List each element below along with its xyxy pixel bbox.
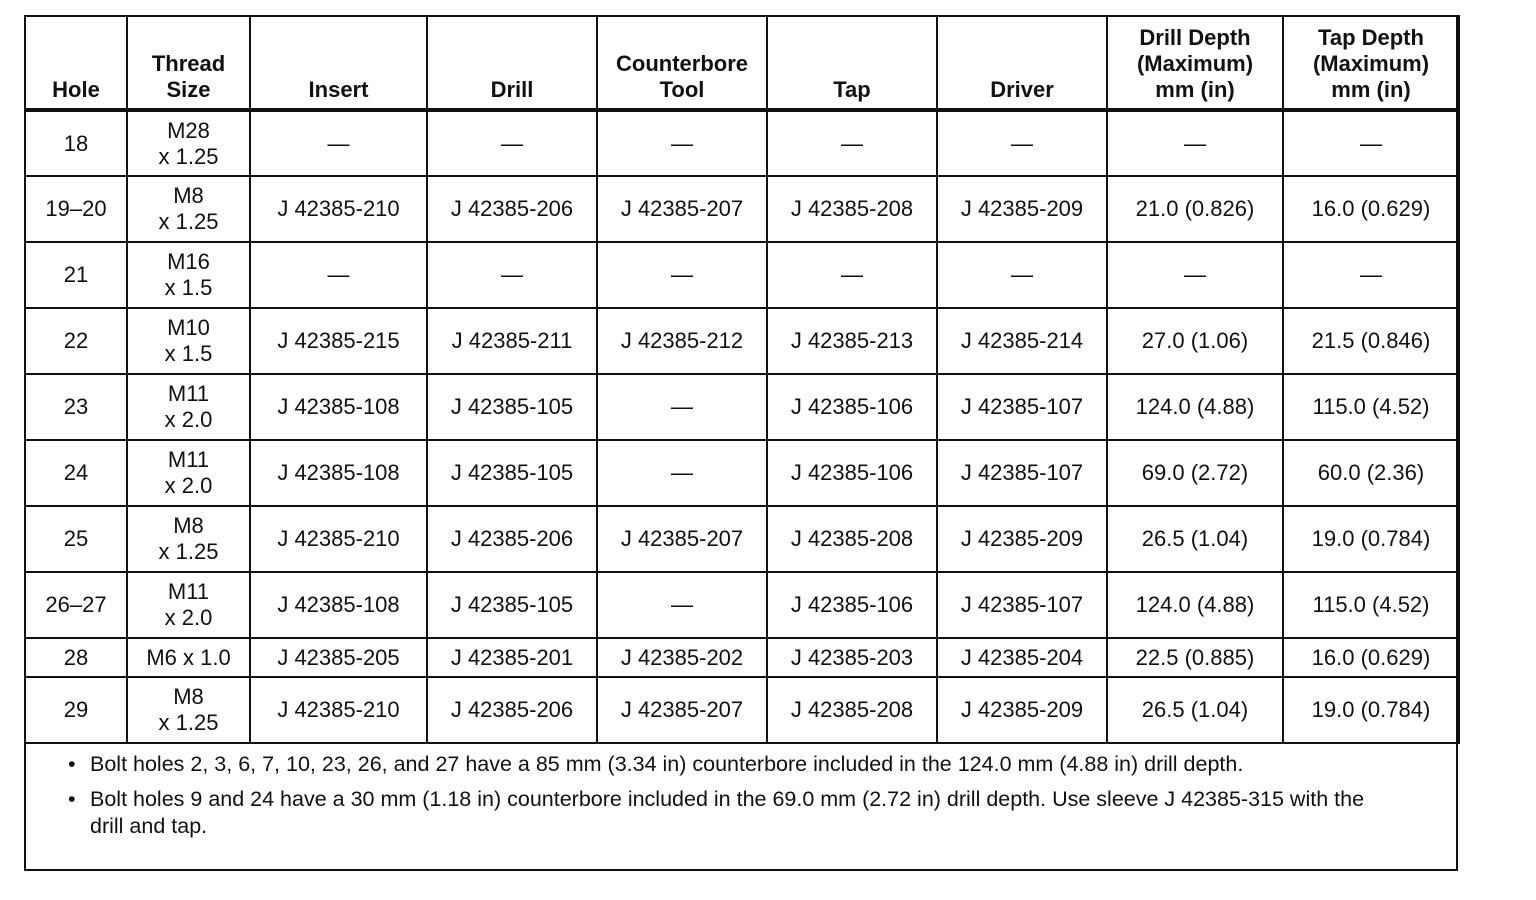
tap-cell: J 42385-106 [767,374,937,440]
tap-cell: J 42385-203 [767,638,937,677]
thread-size-line: x 1.25 [158,710,219,735]
thread-size-cell [127,677,250,743]
tap-cell: J 42385-213 [767,308,937,374]
header-tap: Tap [767,16,937,110]
header-line: Size [166,77,211,102]
header-driver: Driver [937,16,1107,110]
header-line: Tool [659,77,705,102]
tap-cell: J 42385-208 [767,176,937,242]
table-row [25,242,1459,308]
counterbore-cell: — [597,572,767,638]
thread-size-line: M8 [173,183,204,208]
header-line: mm (in) [1331,77,1411,102]
tap-depth-cell: 19.0 (0.784) [1283,506,1459,572]
insert-cell: — [250,242,427,308]
tap-cell: J 42385-106 [767,440,937,506]
header-hole: Hole [25,16,127,110]
thread-size-cell [127,176,250,242]
drill-depth-cell: 26.5 (1.04) [1107,677,1283,743]
insert-cell: J 42385-215 [250,308,427,374]
hole-cell: 23 [25,374,127,440]
header-line: (Maximum) [1136,51,1254,76]
driver-cell: J 42385-204 [937,638,1107,677]
drill-depth-cell: 124.0 (4.88) [1107,374,1283,440]
note-item [68,751,1380,778]
header-drill: Drill [427,16,597,110]
drill-depth-cell: 27.0 (1.06) [1107,308,1283,374]
hole-cell: 18 [25,110,127,176]
driver-cell: — [937,242,1107,308]
table-row [25,308,1459,374]
tap-cell: — [767,242,937,308]
drill-cell: J 42385-105 [427,572,597,638]
insert-cell: J 42385-210 [250,176,427,242]
driver-cell: J 42385-209 [937,677,1107,743]
hole-cell: 25 [25,506,127,572]
thread-size-line: x 2.0 [164,473,213,498]
driver-cell: J 42385-214 [937,308,1107,374]
counterbore-cell: — [597,110,767,176]
insert-cell: J 42385-210 [250,677,427,743]
header-line: (Maximum) [1312,51,1430,76]
counterbore-cell: J 42385-207 [597,677,767,743]
notes-section [24,737,1458,871]
header-line: Thread [151,51,226,76]
thread-size-line: x 2.0 [164,407,213,432]
table-row [25,374,1459,440]
thread-size-line: M8 [173,684,204,709]
counterbore-cell: J 42385-207 [597,176,767,242]
tap-depth-cell: 16.0 (0.629) [1283,176,1459,242]
thread-size-cell [127,572,250,638]
drill-depth-cell: 69.0 (2.72) [1107,440,1283,506]
driver-cell: J 42385-209 [937,176,1107,242]
insert-cell: J 42385-205 [250,638,427,677]
thread-size-cell [127,110,250,176]
driver-cell: J 42385-107 [937,440,1107,506]
note-text: Bolt holes 9 and 24 have a 30 mm (1.18 in) counterbore included in the 69.0 mm (2.72 in) drill depth. Use sleeve J 42385-315 with the drill and tap. [90,787,1365,838]
table-row [25,440,1459,506]
drill-depth-cell: 26.5 (1.04) [1107,506,1283,572]
note-item [68,786,1380,840]
header-line: Tap Depth [1318,25,1424,50]
table-row [25,506,1459,572]
driver-cell: — [937,110,1107,176]
tap-depth-cell: 21.5 (0.846) [1283,308,1459,374]
hole-cell: 24 [25,440,127,506]
hole-cell: 22 [25,308,127,374]
insert-cell: J 42385-108 [250,374,427,440]
hole-cell: 19–20 [25,176,127,242]
table-row [25,572,1459,638]
bullet-icon: • [68,787,76,811]
counterbore-cell: — [597,374,767,440]
table-row [25,677,1459,743]
counterbore-cell: — [597,440,767,506]
thread-size-line: x 1.5 [164,275,213,300]
header-drill-depth [1107,16,1283,110]
thread-size-line: M10 [167,315,210,340]
table-row [25,638,1459,677]
thread-size-line: M16 [167,249,210,274]
counterbore-cell: J 42385-202 [597,638,767,677]
drill-cell: J 42385-105 [427,374,597,440]
hole-cell: 28 [25,638,127,677]
header-line: Counterbore [616,51,748,76]
drill-depth-cell: — [1107,242,1283,308]
header-insert: Insert [250,16,427,110]
drill-cell: J 42385-211 [427,308,597,374]
drill-cell: J 42385-206 [427,506,597,572]
tap-depth-cell: 19.0 (0.784) [1283,677,1459,743]
thread-size-cell [127,440,250,506]
table-row [25,176,1459,242]
drill-depth-cell: 21.0 (0.826) [1107,176,1283,242]
thread-size-line: M28 [167,117,210,143]
thread-size-cell [127,242,250,308]
header-line: Drill Depth [1139,25,1251,50]
tap-depth-cell: 115.0 (4.52) [1283,374,1459,440]
table-header-row [25,16,1459,110]
tap-depth-cell: 16.0 (0.629) [1283,638,1459,677]
note-text: Bolt holes 2, 3, 6, 7, 10, 23, 26, and 27 have a 85 mm (3.34 in) counterbore included in the 124.0 mm (4.88 in) drill depth. [90,752,1244,776]
insert-cell: J 42385-210 [250,506,427,572]
counterbore-cell: J 42385-207 [597,506,767,572]
header-tap-depth [1283,16,1459,110]
insert-cell: J 42385-108 [250,572,427,638]
tap-depth-cell: — [1283,242,1459,308]
thread-size-line: M11 [167,447,210,472]
driver-cell: J 42385-209 [937,506,1107,572]
header-counterbore-tool [597,16,767,110]
tap-cell: — [767,110,937,176]
drill-cell: J 42385-206 [427,176,597,242]
thread-size-cell [127,506,250,572]
insert-cell: — [250,110,427,176]
drill-cell: — [427,110,597,176]
tap-depth-cell: 60.0 (2.36) [1283,440,1459,506]
insert-cell: J 42385-108 [250,440,427,506]
tap-depth-cell: — [1283,110,1459,176]
thread-size-line: M8 [173,513,204,538]
tap-cell: J 42385-208 [767,506,937,572]
drill-depth-cell: 124.0 (4.88) [1107,572,1283,638]
thread-size-line: x 1.25 [158,143,219,169]
thread-size-line: M11 [167,381,210,406]
drill-depth-cell: — [1107,110,1283,176]
thread-size-line: M6 x 1.0 [146,644,231,670]
driver-cell: J 42385-107 [937,572,1107,638]
bullet-icon: • [68,752,76,776]
drill-cell: J 42385-206 [427,677,597,743]
thread-size-line: M11 [167,579,210,604]
thread-size-cell [127,638,250,677]
table-body [25,110,1459,743]
hole-cell: 26–27 [25,572,127,638]
thread-size-line: x 1.25 [158,539,219,564]
header-line: mm (in) [1155,77,1235,102]
counterbore-cell: J 42385-212 [597,308,767,374]
thread-size-line: x 1.5 [164,341,213,366]
tap-depth-cell: 115.0 (4.52) [1283,572,1459,638]
thread-size-line: x 2.0 [164,605,213,630]
header-thread-size [127,16,250,110]
drill-cell: J 42385-201 [427,638,597,677]
drill-cell: J 42385-105 [427,440,597,506]
hole-cell: 29 [25,677,127,743]
thread-size-line: x 1.25 [158,209,219,234]
tap-cell: J 42385-208 [767,677,937,743]
table-row [25,110,1459,176]
tap-cell: J 42385-106 [767,572,937,638]
thread-size-cell [127,308,250,374]
tool-spec-table [24,15,1460,744]
drill-depth-cell: 22.5 (0.885) [1107,638,1283,677]
hole-cell: 21 [25,242,127,308]
drill-cell: — [427,242,597,308]
thread-size-cell [127,374,250,440]
counterbore-cell: — [597,242,767,308]
driver-cell: J 42385-107 [937,374,1107,440]
